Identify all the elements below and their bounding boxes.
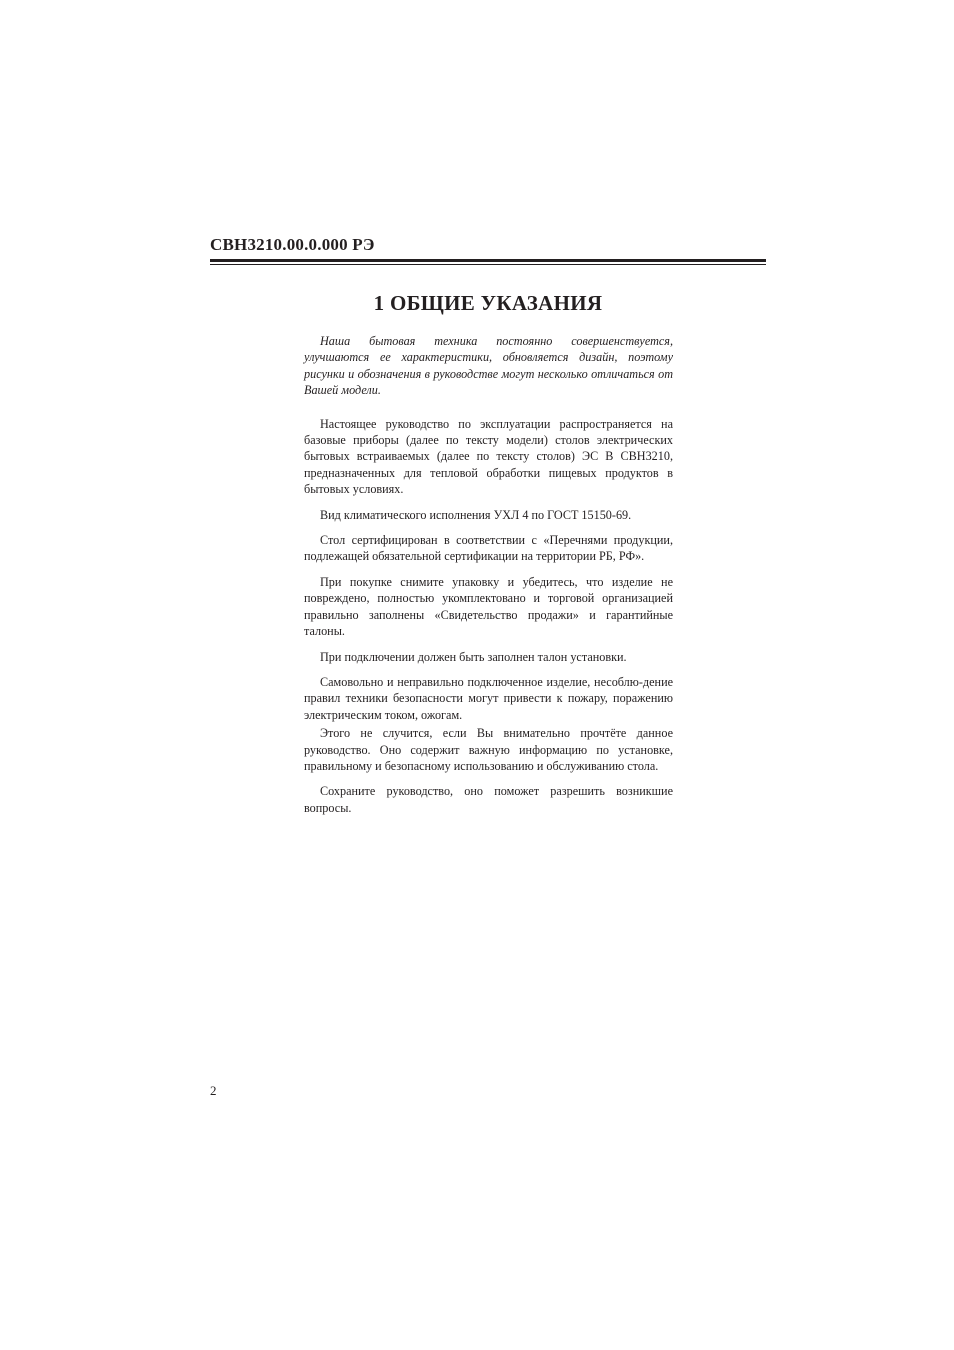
paragraph-keep-manual: Сохраните руководство, оно поможет разрешить возникшие вопросы. <box>304 784 673 815</box>
page-number: 2 <box>210 1083 217 1098</box>
intro-note: Наша бытовая техника постоянно совершенствуется, улучшаются ее характеристики, обновляется дизайн, поэтому рисунки и обозначения в руководстве могут несколько отличаться от Вашей модели. <box>304 334 673 398</box>
paragraph-scope: Настоящее руководство по эксплуатации распространяется на базовые приборы (далее по тексту модели) столов электрических бытовых встраиваемых (далее по тексту столов) ЭС В СВН3210, предназначенных для тепловой обработки пищевых продуктов в бытовых условиях. <box>304 416 673 497</box>
paragraph-purchase: При покупке снимите упаковку и убедитесь, что изделие не повреждено, полностью укомплектовано и торговой организацией правильно заполнены «Свидетельство продажи» и гарантийные талоны. <box>304 574 673 639</box>
section-title: 1 ОБЩИЕ УКАЗАНИЯ <box>373 291 603 315</box>
paragraph-certification: Стол сертифицирован в соответствии с «Перечнями продукции, подлежащей обязательной сертификации на территории РБ, РФ». <box>304 533 673 564</box>
header-rule-thick <box>210 259 766 262</box>
paragraph-climate: Вид климатического исполнения УХЛ 4 по ГОСТ 15150-69. <box>320 507 632 522</box>
paragraph-read-manual: Этого не случится, если Вы внимательно прочтёте данное руководство. Оно содержит важную информацию по установке, правильному и безопасному использованию и обслуживанию стола. <box>304 726 673 773</box>
paragraph-safety-warning: Самовольно и неправильно подключенное изделие, несоблю-дение правил техники безопасности могут привести к пожару, поражению электрическим током, ожогам. <box>304 674 673 722</box>
document-code: СВН3210.00.0.000 РЭ <box>210 235 375 254</box>
paragraph-connection: При подключении должен быть заполнен талон установки. <box>320 649 627 664</box>
content-body <box>304 333 673 816</box>
header-rule-thin <box>210 264 766 265</box>
